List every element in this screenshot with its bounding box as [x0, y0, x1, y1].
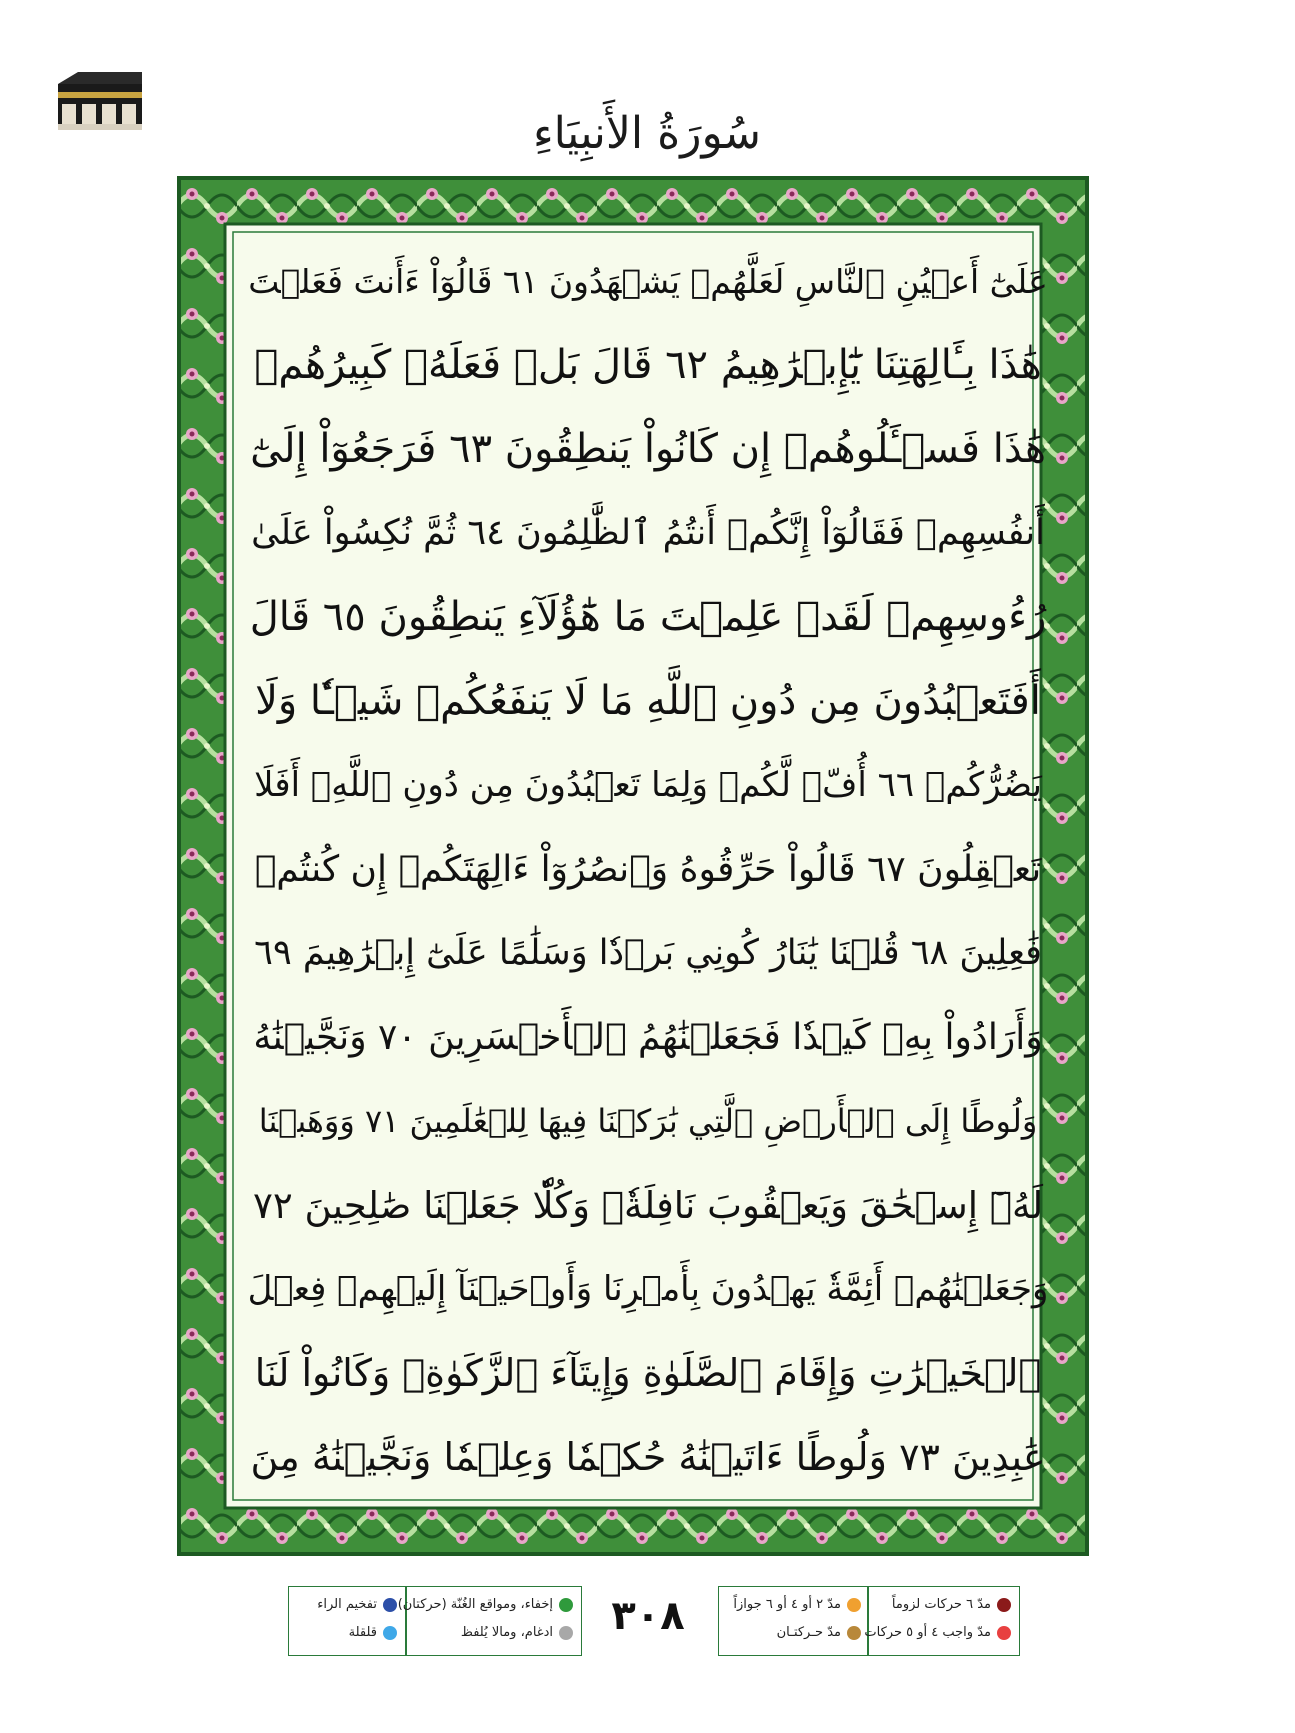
legend-label: مدّ حـركتـان [776, 1625, 841, 1640]
surah-title: سُورَةُ الأَنبِيَاءِ [532, 108, 762, 159]
quran-line-7: يَضُرُّكُمۡ ٦٦ أُفّٖ لَّكُمۡ وَلِمَا تَعۡبُدُونَ مِن دُونِ ٱللَّهِۚ أَفَلَا [254, 765, 1042, 805]
legend-item [892, 1597, 1011, 1612]
quran-line-5: رُءُوسِهِمۡ لَقَدۡ عَلِمۡتَ مَا هَٰٓؤُلَآءِ يَنطِقُونَ ٦٥ قَالَ [249, 594, 1047, 640]
kaaba-icon [58, 66, 142, 130]
legend-item [733, 1597, 861, 1612]
quran-line-1: عَلَىٰٓ أَعۡيُنِ ٱلنَّاسِ لَعَلَّهُمۡ يَشۡهَدُونَ ٦١ قَالُوٓاْ ءَأَنتَ فَعَلۡتَ [248, 261, 1048, 301]
legend-label: تفخيم الراء [317, 1597, 377, 1612]
legend-item [777, 1625, 861, 1640]
legend-label: إخفاء، ومواقع الغُنّة (حركتان) [397, 1597, 553, 1612]
color-swatch-icon [559, 1626, 573, 1640]
tajweed-legend-madd [718, 1586, 1020, 1656]
legend-item [461, 1625, 573, 1640]
legend-item [349, 1625, 397, 1640]
quran-line-14: ٱلۡخَيۡرَٰتِ وَإِقَامَ ٱلصَّلَوٰةِ وَإِيتَآءَ ٱلزَّكَوٰةِۖ وَكَانُواْ لَنَا [254, 1351, 1042, 1395]
quran-line-3: هَٰذَا فَسۡـَٔلُوهُمۡ إِن كَانُواْ يَنطِقُونَ ٦٣ فَرَجَعُوٓاْ إِلَىٰٓ [250, 426, 1046, 472]
legend-item [864, 1625, 1011, 1640]
legend-label: ادغام، ومالا يُلفظ [460, 1625, 553, 1640]
quran-line-13: وَجَعَلۡنَٰهُمۡ أَئِمَّةٗ يَهۡدُونَ بِأَمۡرِنَا وَأَوۡحَيۡنَآ إِلَيۡهِمۡ فِعۡلَ [248, 1269, 1048, 1309]
color-swatch-icon [847, 1598, 861, 1612]
color-swatch-icon [559, 1598, 573, 1612]
legend-item [317, 1597, 397, 1612]
quran-line-2: هَٰذَا بِـَٔالِهَتِنَا يَٰٓإِبۡرَٰهِيمُ ٦٢ قَالَ بَلۡ فَعَلَهُۥ كَبِيرُهُمۡ [254, 342, 1042, 388]
quran-text-block [248, 236, 1048, 1492]
quran-line-11: وَلُوطًا إِلَى ٱلۡأَرۡضِ ٱلَّتِي بَٰرَكۡنَا فِيهَا لِلۡعَٰلَمِينَ ٧١ وَوَهَبۡنَا [258, 1102, 1038, 1140]
color-swatch-icon [997, 1598, 1011, 1612]
legend-label: قلقلة [348, 1625, 377, 1640]
quran-line-15: عَٰبِدِينَ ٧٣ وَلُوطًا ءَاتَيۡنَٰهُ حُكۡمٗا وَعِلۡمٗا وَنَجَّيۡنَٰهُ مِنَ [250, 1435, 1046, 1479]
color-swatch-icon [383, 1626, 397, 1640]
quran-line-8: تَعۡقِلُونَ ٦٧ قَالُواْ حَرِّقُوهُ وَٱنصُرُوٓاْ ءَالِهَتَكُمۡ إِن كُنتُمۡ [254, 848, 1042, 890]
legend-label: مدّ ٢ أو ٤ أو ٦ جوازاً [733, 1597, 841, 1612]
color-swatch-icon [997, 1626, 1011, 1640]
tajweed-legend-other [288, 1586, 582, 1656]
color-swatch-icon [847, 1626, 861, 1640]
legend-item [398, 1597, 573, 1612]
quran-line-12: لَهُۥٓ إِسۡحَٰقَ وَيَعۡقُوبَ نَافِلَةٗۖ وَكُلّٗا جَعَلۡنَا صَٰلِحِينَ ٧٢ [252, 1183, 1044, 1227]
legend-label: مدّ ٦ حركات لزوماً [891, 1597, 991, 1612]
color-swatch-icon [383, 1598, 397, 1612]
page-number: ٣٠٨ [611, 1593, 685, 1639]
quran-line-10: وَأَرَادُواْ بِهِۦ كَيۡدٗا فَجَعَلۡنَٰهُمُ ٱلۡأَخۡسَرِينَ ٧٠ وَنَجَّيۡنَٰهُ [253, 1016, 1043, 1058]
legend-label: مدّ واجب ٤ أو ٥ حركات [864, 1625, 991, 1640]
quran-line-9: فَٰعِلِينَ ٦٨ قُلۡنَا يَٰنَارُ كُونِي بَرۡدٗا وَسَلَٰمًا عَلَىٰٓ إِبۡرَٰهِيمَ ٦٩ [254, 933, 1042, 973]
quran-line-6: أَفَتَعۡبُدُونَ مِن دُونِ ٱللَّهِ مَا لَا يَنفَعُكُمۡ شَيۡـٔٗا وَلَا [255, 678, 1041, 724]
quran-line-4: أَنفُسِهِمۡ فَقَالُوٓاْ إِنَّكُمۡ أَنتُمُ ٱلظَّٰلِمُونَ ٦٤ ثُمَّ نُكِسُواْ عَلَىٰ [251, 513, 1045, 553]
